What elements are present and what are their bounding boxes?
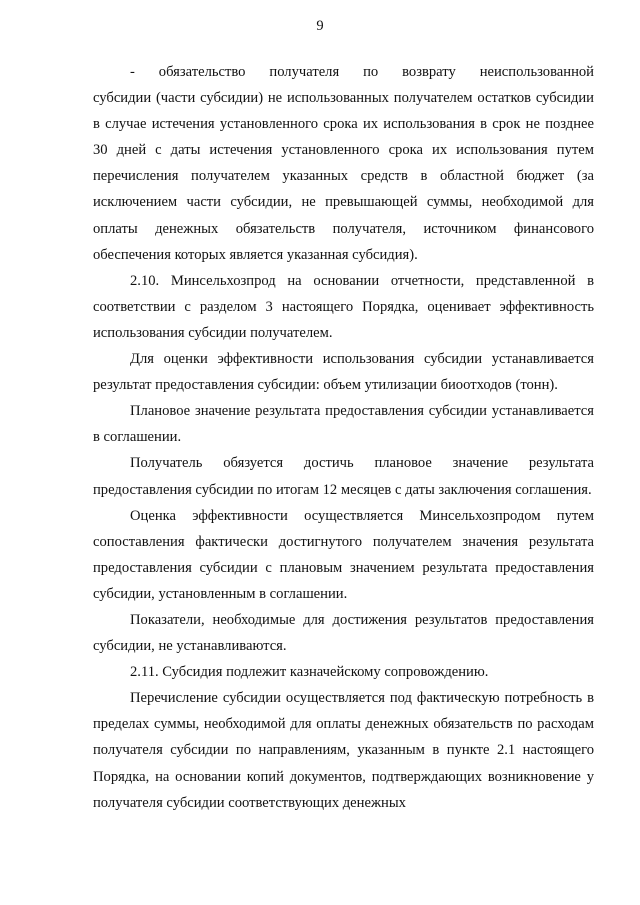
list-item-dash-line xyxy=(93,59,594,85)
list-item-continuation: субсидии (части субсидии) не использованных получателем остатков субсидии в случае истечения установленного срока их использования в срок не позднее 30 дней с даты истечения установленного срока их использования путем перечисления получателем указанных средств в областной бюджет (за исключением части субсидии, не превышающей суммы, необходимой для оплаты денежных обязательств получателя, источником финансового обеспечения которых является указанная субсидия). xyxy=(93,90,594,263)
list-dash: - xyxy=(130,64,135,80)
paragraph-transfer: Перечисление субсидии осуществляется под фактическую потребность в пределах суммы, необходимой для оплаты денежных обязательств по расходам получателя субсидии по направлениям, указанным в пункте 2.1 настоящего Порядка, на основании копий документов, подтверждающих возникновение у получателя субсидии соответствующих денежных xyxy=(93,690,594,811)
paragraph-indicators: Показатели, необходимые для достижения результатов предоставления субсидии, не устанавливаются. xyxy=(93,611,594,655)
list-word: обязательство xyxy=(158,64,246,80)
list-word: возврату xyxy=(402,64,456,80)
list-word: по xyxy=(363,64,379,80)
paragraph-planned-value: Плановое значение результата предоставления субсидии устанавливается в соглашении. xyxy=(93,403,594,446)
list-word: получателя xyxy=(269,64,340,80)
paragraph-evaluation: Оценка эффективности осуществляется Минсельхозпродом путем сопоставления фактически достигнутого получателем значения результата предоставления субсидии с плановым значением результата предоставления субсидии, установленным в соглашении. xyxy=(93,507,594,602)
list-word: неиспользованной xyxy=(479,64,594,80)
paragraph-2-10: 2.10. Минсельхозпрод на основании отчетности, представленной в соответствии с разделом 3 настоящего Порядка, оценивает эффективность использования субсидии получателем. xyxy=(93,272,594,341)
paragraph-2-11: 2.11. Субсидия подлежит казначейскому сопровождению. xyxy=(130,664,489,681)
page-number: 9 xyxy=(316,18,324,34)
document-body xyxy=(93,59,594,816)
paragraph-obligation: Получатель обязуется достичь плановое значение результата предоставления субсидии по итогам 12 месяцев с даты заключения соглашения. xyxy=(93,455,594,498)
paragraph-result: Для оценки эффективности использования субсидии устанавливается результат предоставления субсидии: объем утилизации биоотходов (тонн). xyxy=(93,351,594,394)
